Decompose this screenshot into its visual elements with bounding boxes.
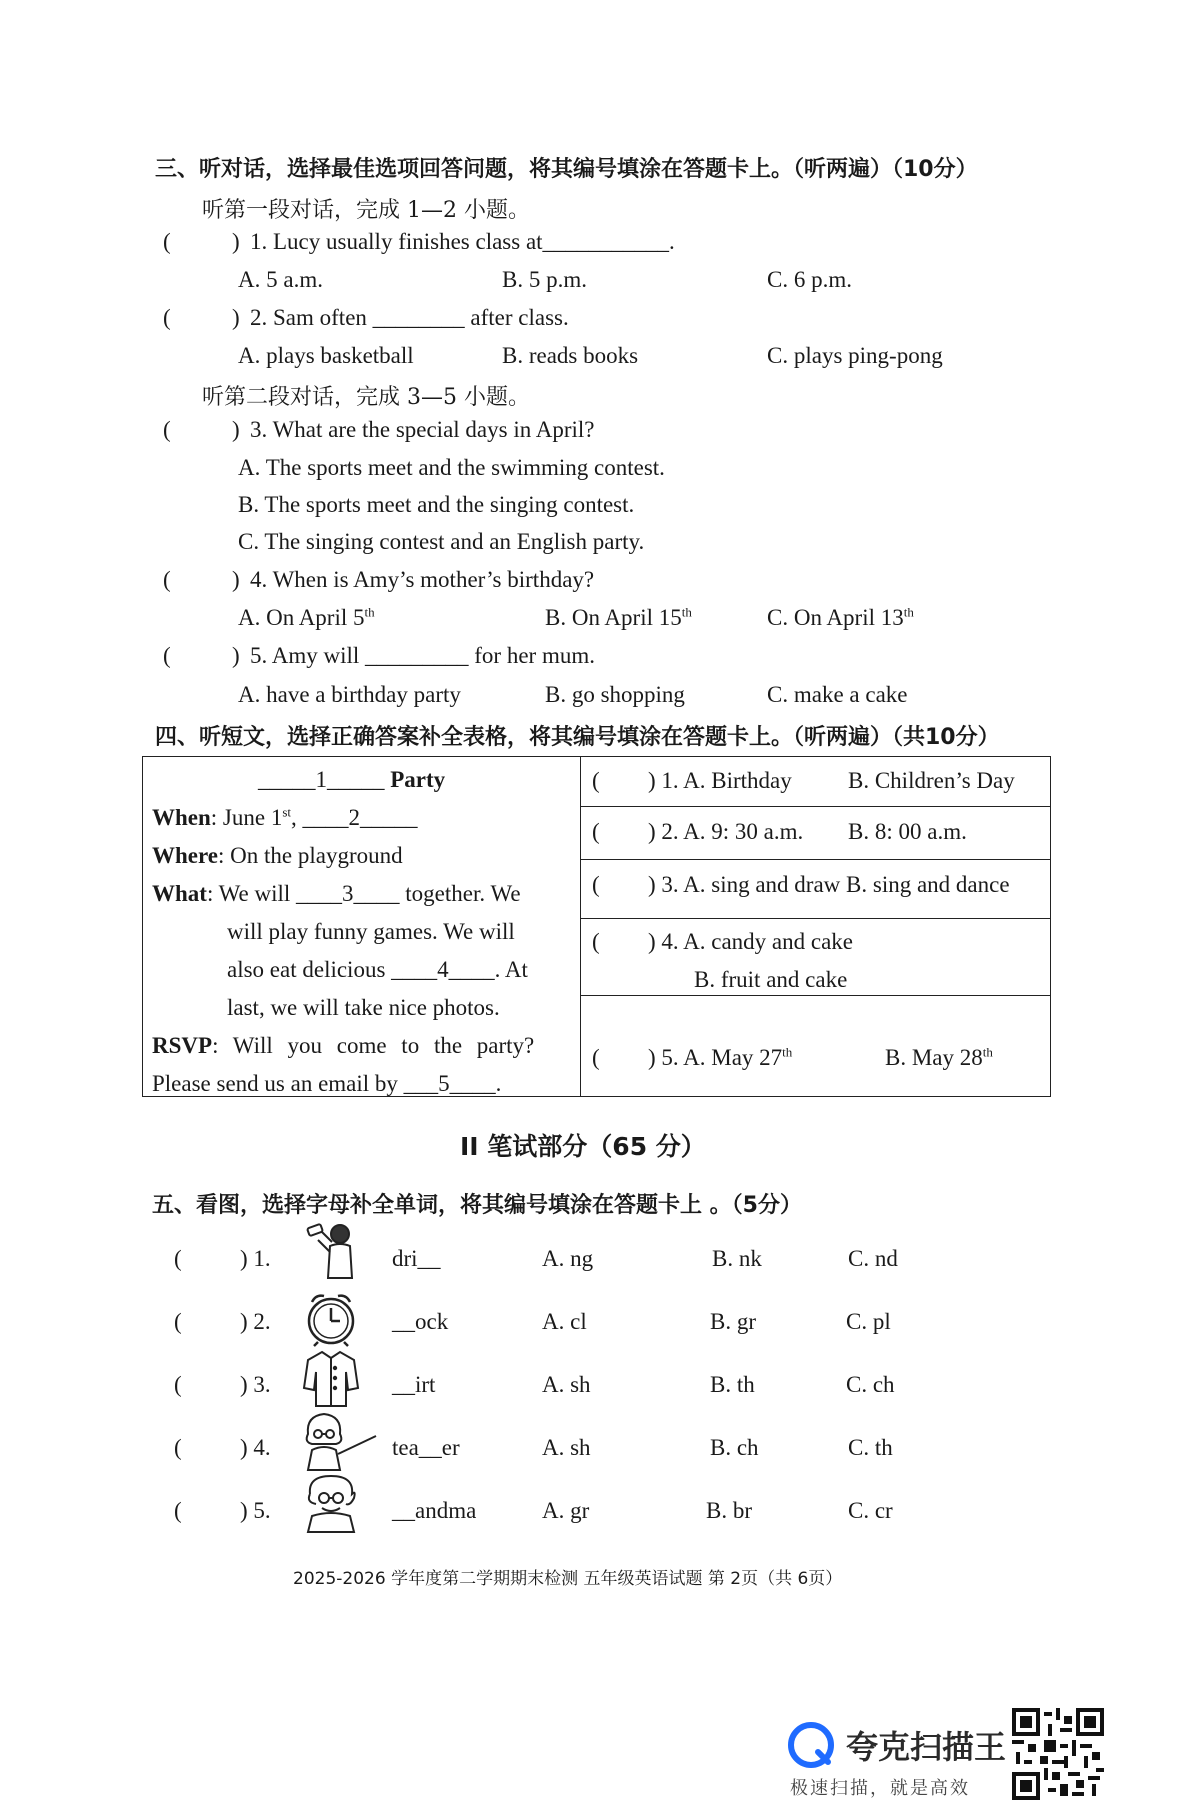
section3-part1: 听第一段对话，完成 1—2 小题。	[202, 198, 530, 223]
question-4: 4. When is Amy’s mother’s birthday?	[250, 567, 595, 592]
party-card-what-line2: will play funny games. We will	[227, 919, 515, 944]
table-answer-2: ) 2. A. 9: 30 a.m.	[648, 819, 804, 844]
page-footer: 2025-2026 学年度第二学期期末检测 五年级英语试题 第 2页（共 6页）	[293, 1569, 843, 1589]
table-answer-paren: (	[592, 819, 600, 844]
party-card-what-line3: also eat delicious ____4____. At	[227, 957, 528, 982]
word-blank: __irt	[392, 1372, 436, 1397]
answer-paren-open: (	[174, 1309, 182, 1334]
q3-option-a: A. The sports meet and the swimming contest.	[238, 455, 665, 480]
table-row-line	[580, 918, 1051, 919]
item-option-c: C. cr	[848, 1498, 893, 1523]
party-card-what: What: We will ____3____ together. We	[152, 881, 521, 906]
item-option-b: B. ch	[710, 1435, 759, 1460]
answer-paren-close: )	[232, 567, 240, 592]
question-5: 5. Amy will _________ for her mum.	[250, 643, 595, 668]
q2-option-c: C. plays ping-pong	[767, 343, 943, 368]
q3-option-b: B. The sports meet and the singing contest.	[238, 492, 635, 517]
item-option-c: C. th	[848, 1435, 893, 1460]
item-option-c: C. ch	[846, 1372, 895, 1397]
party-card-when: When: June 1st, ____2_____	[152, 804, 418, 830]
item-number: ) 5.	[240, 1498, 271, 1523]
watermark-brand: 夸克扫描王	[846, 1728, 1007, 1766]
item-option-a: A. cl	[542, 1309, 587, 1334]
answer-paren-open: (	[174, 1246, 182, 1271]
party-card-rsvp: RSVP: Will you come to the party?	[152, 1033, 535, 1058]
table-row-line	[580, 995, 1051, 996]
q4-option-b: B. On April 15th	[545, 604, 692, 630]
q2-option-a: A. plays basketball	[238, 343, 414, 368]
item-option-a: A. sh	[542, 1372, 591, 1397]
q1-option-a: A. 5 a.m.	[238, 267, 323, 292]
item-option-b: B. gr	[710, 1309, 756, 1334]
question-1: 1. Lucy usually finishes class at___________.	[250, 229, 675, 254]
table-answer-2-b: B. 8: 00 a.m.	[848, 819, 967, 844]
table-answer-4-b: B. fruit and cake	[694, 967, 848, 992]
question-2: 2. Sam often ________ after class.	[250, 305, 569, 330]
q4-option-a: A. On April 5th	[238, 604, 375, 630]
word-blank: dri__	[392, 1246, 441, 1271]
answer-paren-close: )	[232, 305, 240, 330]
item-option-a: A. sh	[542, 1435, 591, 1460]
qr-code-icon	[1012, 1708, 1104, 1800]
table-row-line	[580, 859, 1051, 860]
alarm-clock-icon	[302, 1288, 360, 1348]
item-option-a: A. gr	[542, 1498, 590, 1523]
grandma-icon	[300, 1472, 362, 1534]
table-answer-1: ) 1. A. Birthday	[648, 768, 792, 793]
party-card-what-line4: last, we will take nice photos.	[227, 995, 500, 1020]
party-card-where: Where: On the playground	[152, 843, 403, 868]
table-answer-5-b: B. May 28th	[885, 1044, 993, 1070]
item-number: ) 1.	[240, 1246, 271, 1271]
table-answer-1-b: B. Children’s Day	[848, 768, 1015, 793]
section4-title: 四、听短文，选择正确答案补全表格，将其编号填涂在答题卡上。（听两遍）（共10分）	[155, 725, 1000, 750]
item-option-a: A. ng	[542, 1246, 594, 1271]
table-answer-paren: (	[592, 872, 600, 897]
q1-option-c: C. 6 p.m.	[767, 267, 852, 292]
word-blank: tea__er	[392, 1435, 460, 1460]
q1-option-b: B. 5 p.m.	[502, 267, 587, 292]
answer-paren-close: )	[232, 417, 240, 442]
table-answer-3: ) 3. A. sing and draw B. sing and dance	[648, 872, 1010, 897]
teacher-icon	[300, 1410, 380, 1472]
word-blank: __andma	[392, 1498, 477, 1523]
answer-paren-open: (	[163, 567, 171, 592]
answer-paren-close: )	[232, 229, 240, 254]
section5-title: 五、看图，选择字母补全单词，将其编号填涂在答题卡上 。（5分）	[152, 1193, 802, 1218]
answer-paren-open: (	[174, 1372, 182, 1397]
quark-logo-icon	[788, 1722, 834, 1768]
item-option-b: B. th	[710, 1372, 755, 1397]
part2-title: II 笔试部分（65 分）	[460, 1132, 706, 1161]
answer-paren-close: )	[232, 643, 240, 668]
q3-option-c: C. The singing contest and an English party.	[238, 529, 645, 554]
item-option-c: C. nd	[848, 1246, 898, 1271]
item-option-b: B. br	[706, 1498, 752, 1523]
q4-option-c: C. On April 13th	[767, 604, 914, 630]
answer-paren-open: (	[163, 643, 171, 668]
table-answer-5: ) 5. A. May 27th	[648, 1044, 793, 1070]
word-blank: __ock	[392, 1309, 449, 1334]
answer-paren-open: (	[163, 417, 171, 442]
watermark-slogan: 极速扫描，就是高效	[790, 1778, 970, 1799]
q5-option-c: C. make a cake	[767, 682, 908, 707]
item-number: ) 2.	[240, 1309, 271, 1334]
shirt-icon	[302, 1348, 360, 1408]
item-option-b: B. nk	[712, 1246, 762, 1271]
table-answer-paren: (	[592, 929, 600, 954]
question-3: 3. What are the special days in April?	[250, 417, 595, 442]
answer-paren-open: (	[174, 1498, 182, 1523]
q2-option-b: B. reads books	[502, 343, 639, 368]
table-answer-paren: (	[592, 1045, 600, 1070]
answer-paren-open: (	[174, 1435, 182, 1460]
table-divider	[580, 756, 581, 1097]
party-card-rsvp-line2: Please send us an email by ___5____.	[152, 1071, 502, 1096]
item-number: ) 4.	[240, 1435, 271, 1460]
q5-option-a: A. have a birthday party	[238, 682, 461, 707]
answer-paren-open: (	[163, 305, 171, 330]
table-answer-paren: (	[592, 768, 600, 793]
item-option-c: C. pl	[846, 1309, 891, 1334]
table-answer-4: ) 4. A. candy and cake	[648, 929, 854, 954]
section3-title: 三、听对话，选择最佳选项回答问题，将其编号填涂在答题卡上。（听两遍）（10分）	[155, 157, 978, 182]
item-number: ) 3.	[240, 1372, 271, 1397]
girl-drinking-icon	[300, 1218, 364, 1282]
party-card-heading: _____1_____ Party	[258, 767, 446, 792]
q5-option-b: B. go shopping	[545, 682, 685, 707]
section3-part2: 听第二段对话，完成 3—5 小题。	[202, 385, 530, 410]
answer-paren-open: (	[163, 229, 171, 254]
table-row-line	[580, 806, 1051, 807]
